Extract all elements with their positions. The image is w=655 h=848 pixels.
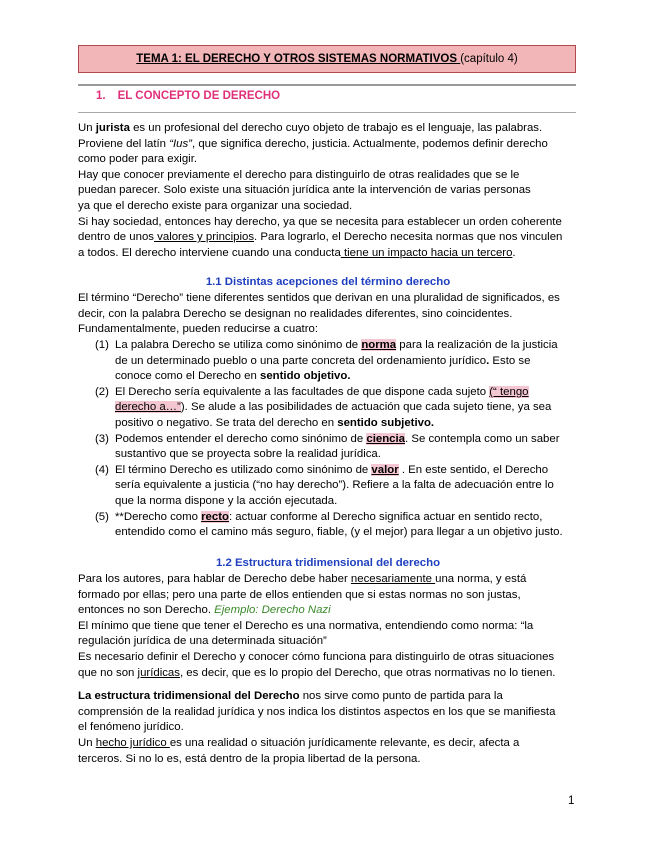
text-line: Si hay sociedad, entonces hay derecho, ya que se necesita para establecer un orden coherente: [78, 215, 562, 228]
page-number: 1: [568, 795, 575, 807]
text-line: a todos. El derecho interviene cuando una conducta tiene un impacto hacia un tercero.: [78, 246, 516, 259]
highlight-derecho-a: derecho a…”: [115, 401, 181, 414]
section-title: EL CONCEPTO DE DERECHO: [117, 90, 281, 102]
highlight-ciencia: ciencia: [366, 432, 406, 445]
text-line: Proviene del latín “Ius”, que significa derecho, justicia. Actualmente, podemos definir derecho: [78, 137, 548, 150]
text-line: puedan parecer. Solo existe una situación jurídica ante la intervención de varias personas: [78, 184, 531, 197]
subsection-1-1-intro: [78, 291, 583, 338]
list-item: (3) Podemos entender el derecho como sinónimo de ciencia. Se contempla como un saber sustantivo que se proyecta sobre la realidad jurídica.: [95, 432, 560, 461]
section-number: 1.: [96, 90, 106, 102]
intro-paragraph: [78, 121, 583, 261]
document-title: TEMA 1: EL DERECHO Y OTROS SISTEMAS NORMATIVOS: [136, 53, 461, 65]
text-line: El término “Derecho” tiene diferentes sentidos que derivan en una pluralidad de significados, es: [78, 292, 560, 304]
text-line: Fundamentalmente, pueden reducirse a cuatro:: [78, 323, 318, 336]
list-item: (4) El término Derecho es utilizado como sinónimo de valor . En este sentido, el Derecho sería equivalente a justicia (“no hay derecho”). Refiere a la falta de adecuación entre lo que la norma dispone y la acción ejecutada.: [95, 463, 554, 507]
subsection-title-1-2: 1.2 Estructura tridimensional del derecho: [215, 557, 441, 569]
text-line: ya que el derecho existe para organizar una sociedad.: [78, 199, 353, 212]
text-line: El mínimo que tiene que tener el Derecho es una normativa, entendiendo como norma: “la: [78, 619, 534, 632]
document-title-suffix: (capítulo 4): [460, 53, 518, 65]
text-line: terceros. Si no lo es, está dentro de la propia libertad de la persona.: [78, 752, 421, 765]
text-line: comprensión de la realidad jurídica y nos indica los distintos aspectos en los que se manifiesta: [78, 705, 556, 718]
section-divider-bottom: [78, 112, 576, 113]
text-line: Es necesario definir el Derecho y conocer cómo funciona para distinguirlo de otras situaciones: [78, 650, 555, 663]
highlight-valor: valor: [371, 463, 399, 476]
highlight-recto: recto: [201, 510, 229, 523]
document-title-banner: [78, 45, 576, 73]
list-item: (1) La palabra Derecho se utiliza como sinónimo de norma para la realización de la justicia de un determinado pueblo o una parte concreta del ordenamiento jurídico. Esto se conoce como el Derecho en sentido objetivo.: [95, 339, 558, 383]
text-line: regulación jurídica de una determinada situación”: [78, 635, 327, 648]
subsection-title-1-1: 1.1 Distintas acepciones del término derecho: [205, 276, 451, 288]
text-line: dentro de unos valores y principios. Para lograrlo, el Derecho necesita normas que nos vinculen: [78, 231, 563, 244]
text-line: que no son jurídicas, es decir, que es lo propio del Derecho, que otras normativas no lo tienen.: [78, 666, 556, 679]
text-line: decir, con la palabra Derecho se designan no realidades diferentes, sino coincidentes.: [78, 307, 513, 320]
term-jurista: jurista: [95, 122, 130, 134]
meanings-list: [95, 338, 583, 541]
text-line: entonces no son Derecho. Ejemplo: Derecho Nazi: [78, 604, 331, 617]
term-ius: “Ius”: [169, 137, 192, 150]
highlight-norma: norma: [361, 339, 397, 351]
subsection-1-2-body: [78, 572, 583, 767]
list-item: (2) El Derecho sería equivalente a las facultades de que dispone cada sujeto (“ tengo derecho a…”). Se alude a las posibilidades de actuación que cada sujeto tiene, ya sea positivo o negativo. Se trata del derecho en sentido subjetivo.: [95, 385, 552, 429]
example-text: Ejemplo: Derecho Nazi: [214, 604, 331, 617]
text-line: formado por ellas; pero una parte de ellos entienden que si estas normas no son justas,: [78, 588, 521, 601]
text-line: el fenómeno jurídico.: [78, 721, 184, 734]
text-line: como poder para exigir.: [78, 153, 198, 166]
section-divider-top: [78, 84, 576, 86]
text-line: Hay que conocer previamente el derecho para distinguirlo de otras realidades que se le: [78, 168, 520, 181]
text-line: Un jurista es un profesional del derecho cuyo objeto de trabajo es el lenguaje, las palabras.: [78, 122, 543, 134]
highlight-tengo: (“ tengo: [489, 385, 529, 398]
text-line: La estructura tridimensional del Derecho nos sirve como punto de partida para la: [78, 690, 503, 703]
list-item: (5) **Derecho como recto: actuar conforme al Derecho significa actuar en sentido recto, entendido como el camino más seguro, fiable, (y el mejor) para llegar a un objetivo justo.: [95, 510, 563, 539]
section-heading: [96, 90, 280, 102]
text-line: Para los autores, para hablar de Derecho debe haber necesariamente una norma, y está: [78, 573, 527, 585]
text-line: Un hecho jurídico es una realidad o situación jurídicamente relevante, es decir, afecta a: [78, 736, 520, 749]
